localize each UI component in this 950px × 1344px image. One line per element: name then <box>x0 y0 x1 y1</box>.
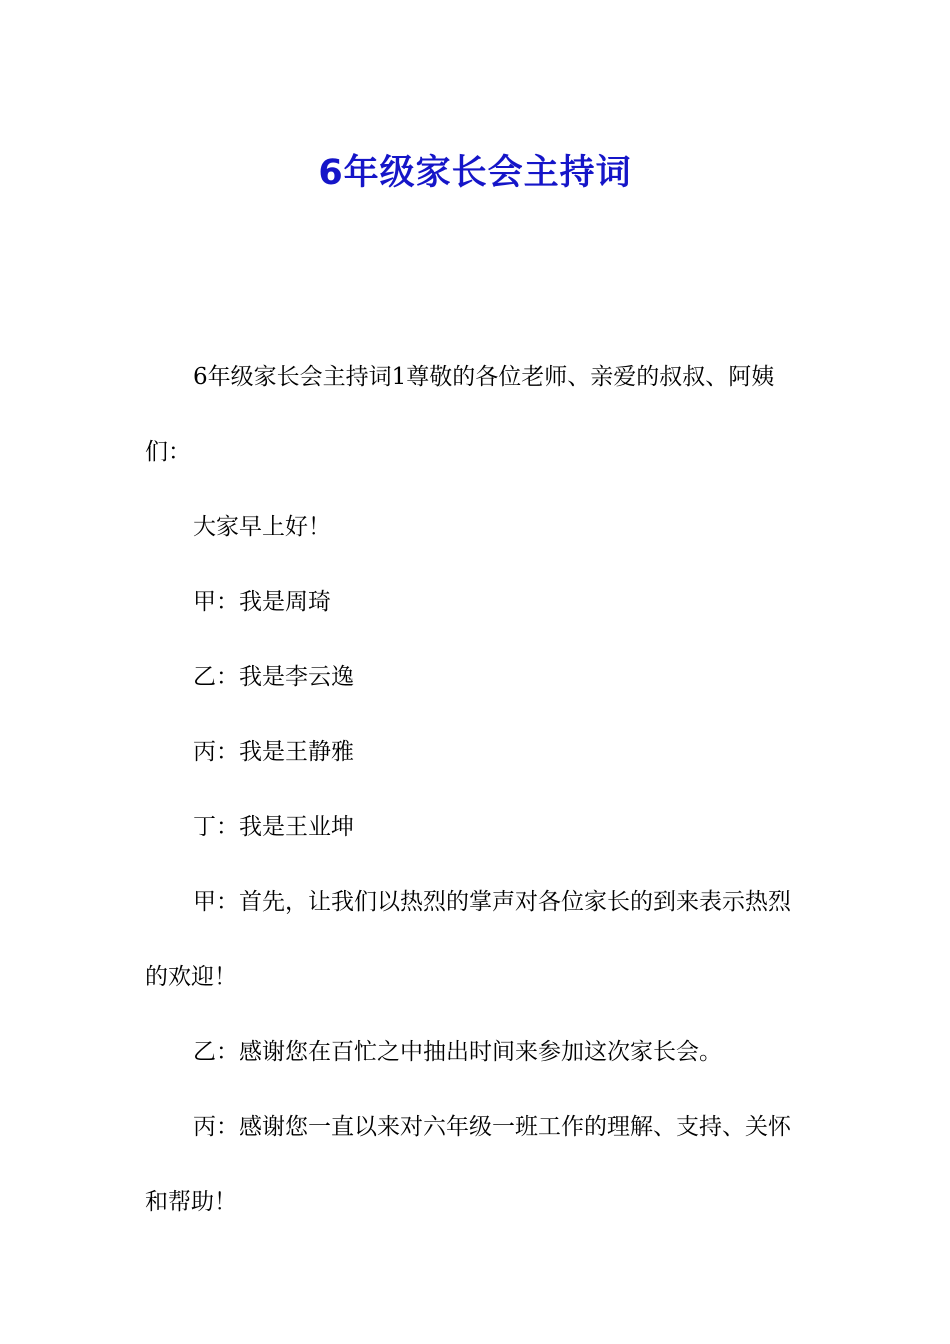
document-body <box>145 340 810 1240</box>
paragraph-host-bing-intro: 丙：我是王静雅 <box>193 739 354 765</box>
paragraph-welcome: 甲：首先，让我们以热烈的掌声对各位家长的到来表示热烈的欢迎！ <box>145 889 791 990</box>
paragraph-host-jia-intro: 甲：我是周琦 <box>193 589 331 615</box>
paragraph-host-ding-intro: 丁：我是王业坤 <box>193 814 354 840</box>
paragraph-good-morning: 大家早上好！ <box>193 514 331 540</box>
paragraph-host-yi-intro: 乙：我是李云逸 <box>193 664 354 690</box>
paragraph-thanks-attendance: 乙：感谢您在百忙之中抽出时间来参加这次家长会。 <box>193 1039 722 1065</box>
document-title: 6年级家长会主持词 <box>318 153 632 194</box>
paragraph-greeting: 6年级家长会主持词1尊敬的各位老师、亲爱的叔叔、阿姨们： <box>145 364 775 465</box>
paragraph-thanks-support: 丙：感谢您一直以来对六年级一班工作的理解、支持、关怀和帮助！ <box>145 1114 791 1215</box>
